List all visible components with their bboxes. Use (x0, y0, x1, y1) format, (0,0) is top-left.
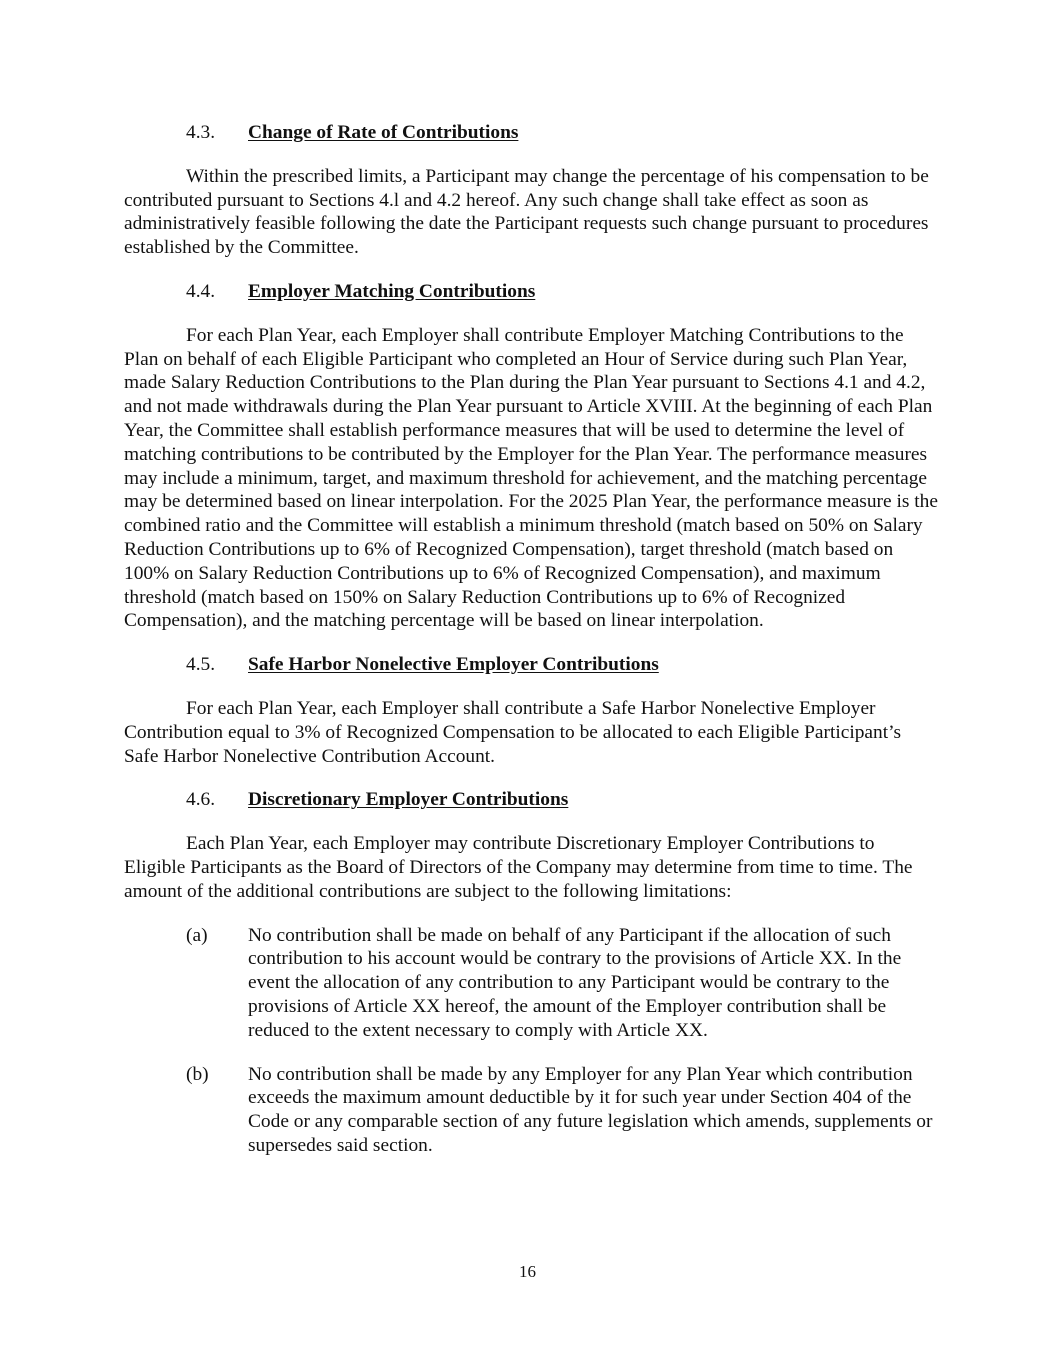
section-heading-4-5 (124, 653, 939, 677)
list-item-text: No contribution shall be made on behalf of any Participant if the allocation of such contribution to his account would be contrary to the provisions of Article XX. In the event the allocation of any contribution to any Participant would be contrary to the provisions of Article XX hereof, the amount of the Employer contribution shall be reduced to the extent necessary to comply with Article XX. (248, 924, 902, 1041)
section-paragraph: For each Plan Year, each Employer shall contribute a Safe Harbor Nonelective Employer Contribution equal to 3% of Recognized Compensation to be allocated to each Eligible Participant’s Safe Harbor Nonelective Contribution Account. (124, 697, 902, 767)
section-number: 4.6. (186, 789, 216, 811)
document-page (124, 121, 939, 1178)
section-title: Employer Matching Contributions (248, 280, 536, 302)
list-item-label: (b) (186, 1063, 209, 1085)
list-item-label: (a) (186, 924, 208, 946)
list-item-a (124, 924, 939, 1043)
section-number: 4.4. (186, 280, 216, 302)
section-number: 4.3. (186, 122, 216, 143)
section-heading-4-6 (124, 788, 939, 812)
page-number: 16 (519, 1262, 536, 1281)
section-paragraph: Within the prescribed limits, a Participant may change the percentage of his compensation to be contributed pursuant to Sections 4.l and 4.2 hereof. Any such change shall take effect as soon as administratively feasible following the date the Participant requests such change pursuant to procedures established by the Committee. (124, 165, 929, 259)
section-number: 4.5. (186, 654, 216, 676)
list-item-text: No contribution shall be made by any Employer for any Plan Year which contribution exceeds the maximum amount deductible by it for such year under Section 404 of the Code or any comparable section of any future legislation which amends, supplements or supersedes said section. (248, 1063, 933, 1156)
section-title: Discretionary Employer Contributions (248, 789, 569, 811)
section-paragraph: For each Plan Year, each Employer shall contribute Employer Matching Contributions to the Plan on behalf of each Eligible Participant who completed an Hour of Service during such Plan Year, made Salary Reduction Contributions to the Plan during the Plan Year pursuant to Sections 4.1 and 4.2, and not made withdrawals during the Plan Year pursuant to Article XVIII. At the beginning of each Plan Year, the Committee shall establish performance measures that will be used to determine the level of matching contributions to be contributed by the Employer for the Plan Year. The performance measures may include a minimum, target, and maximum threshold for achievement, and the matching percentage may be determined based on linear interpolation. For the 2025 Plan Year, the performance measure is the combined ratio and the Committee will establish a minimum threshold (match based on 50% on Salary Reduction Contributions up to 6% of Recognized Compensation), target threshold (match based on 100% on Salary Reduction Contributions up to 6% of Recognized Compensation), and maximum threshold (match based on 150% on Salary Reduction Contributions up to 6% of Recognized Compensation), and the matching percentage will be based on linear interpolation. (124, 324, 938, 632)
section-heading-4-3 (124, 121, 939, 145)
section-heading-4-4 (124, 280, 939, 304)
section-paragraph: Each Plan Year, each Employer may contribute Discretionary Employer Contributions to Eligible Participants as the Board of Directors of the Company may determine from time to time. The amount of the additional contributions are subject to the following limitations: (124, 833, 913, 902)
section-title: Change of Rate of Contributions (248, 122, 519, 143)
list-item-b (124, 1063, 939, 1158)
section-title: Safe Harbor Nonelective Employer Contributions (248, 654, 659, 676)
